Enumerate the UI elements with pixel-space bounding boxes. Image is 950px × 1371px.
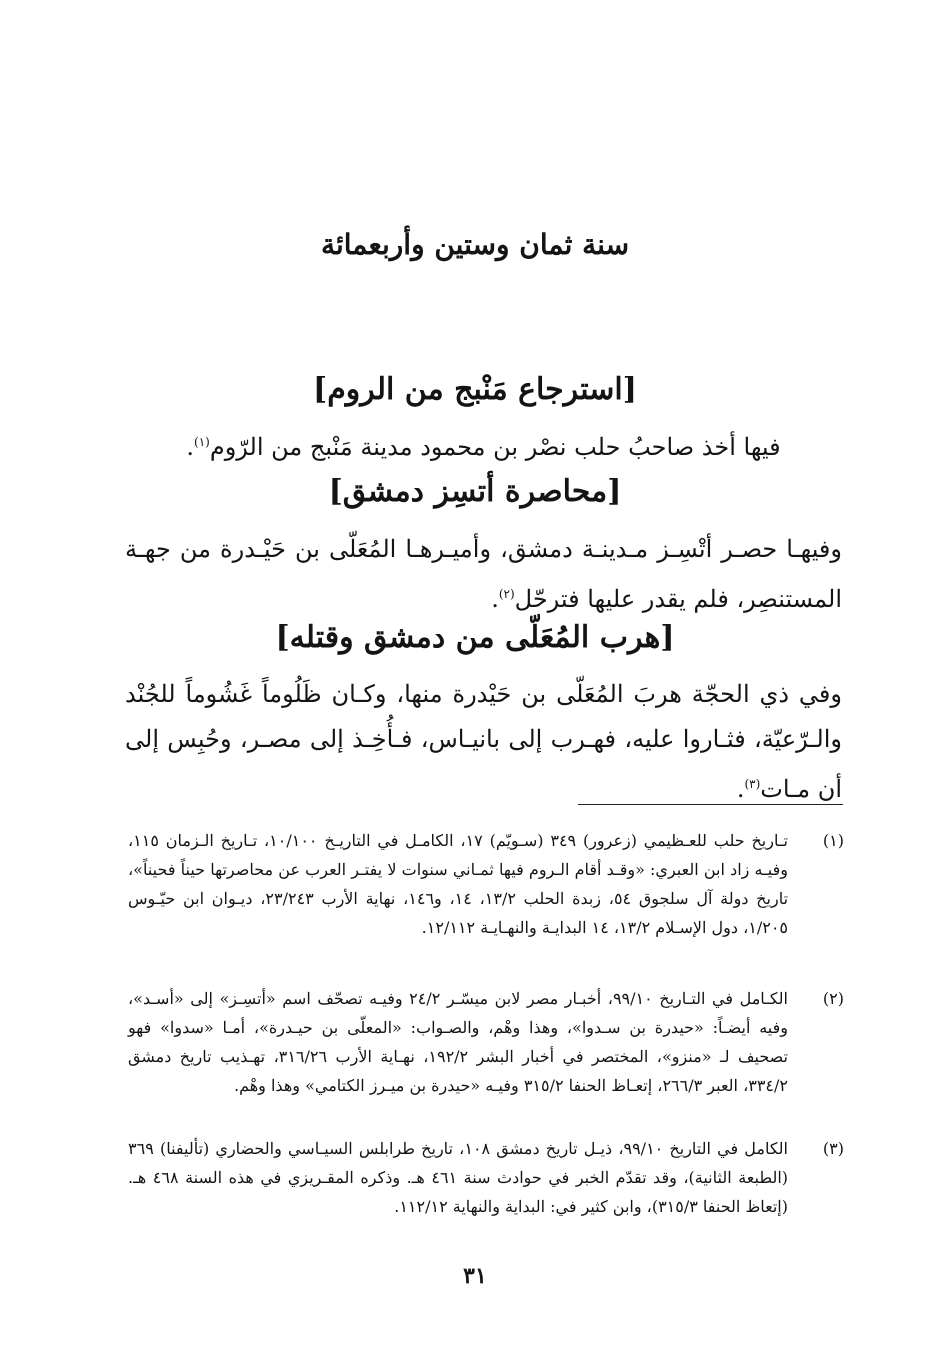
page-number: ٣١ bbox=[463, 1263, 487, 1289]
footnote-2 bbox=[128, 984, 844, 1100]
footnote-ref: (٣) bbox=[744, 777, 761, 791]
sentence-end: . bbox=[491, 585, 499, 613]
footnote-divider bbox=[578, 804, 843, 805]
section-body-manbij bbox=[125, 420, 842, 470]
year-title: سنة ثمان وستين وأربعمائة bbox=[320, 228, 630, 261]
footnote-text: الكامل في التاريخ ٩٩/١٠، ذيـل تاريخ دمشق ١٠٨، تاريخ طرابلس السيـاسي والحضاري (تأليفنا) ٣٦٩ (الطبعة الثانية)، وقد تقدّم الخبر في حوادث سنة ٤٦١ هـ. وذكره المقـريزي في هذه السنة ٤٦٨ هـ. (إتعاظ الحنفا ٣١٥/٣)، وابن كثير في: البداية والنهاية ١١٢/١٢. bbox=[128, 1139, 788, 1216]
footnote-number: (١) bbox=[822, 831, 844, 850]
section-heading-manbij: [استرجاع مَنْبج من الروم] bbox=[313, 372, 637, 407]
section-heading-flight: [هرب المُعَلّى من دمشق وقتله] bbox=[275, 620, 675, 655]
footnote-3 bbox=[128, 1134, 844, 1221]
footnote-1 bbox=[128, 826, 844, 942]
footnote-number: (٢) bbox=[822, 989, 844, 1008]
footnote-text: تـاريخ حلب للعـظيمي (زعرور) ٣٤٩ (سـويّم) ١٧، الكامـل في التاريـخ ١٠/١٠٠، تـاريخ الـزمان ١١٥، وفيـه زاد ابن العبري: «وقـد أقام الـروم فيها ثمـاني سنوات لا يفتـر العرب عن محاصرتها حيناً فحيناً»، تاريخ دولة آل سلجوق ٥٤، زبدة الحلب ١٣/٢، ١٤، و١٤٦، نهاية الأرب ٢٣/٢٤٣، ديـوان ابن حيّـوس ١/٢٠٥، دول الإسـلام ١٣/٢، ١٤ البدايـة والنهـايـة ١٢/١١٢. bbox=[128, 831, 789, 937]
section-text: وفي ذي الحجّة هربَ المُعَلّى بن حَيْدرة منها، وكـان ظَلُوماً غَشُوماً للجُنْد والـرّعيّة، فثـاروا عليه، فهـرب إلى بانيـاس، فـأُخِـذ إلى مصـر، وحُبِس إلى أن مـات bbox=[125, 680, 842, 803]
footnote-number: (٣) bbox=[822, 1139, 844, 1158]
footnote-text: الكـامل في التـاريخ ٩٩/١٠، أخبـار مصر لابن ميسّـر ٢٤/٢ وفيـه تصحّف اسم «أتسِـز» إلى «أسـد»، وفيه أيضـاً: «حيدرة بن سـدوا»، وهذا وهْم، والصـواب: «المعلّى بن حيـدرة»، أمـا «سدوا» فهو تصحيف لـ «منزو»، المختصر في أخبار البشر ١٩٢/٢، نهـاية الأرب ٣١٦/٢٦، تهـذيب تاريخ دمشق ٣٣٤/٢، العبر ٢٦٦/٣، إتعـاظ الحنفا ٣١٥/٢ وفيـه «حيدرة بن ميـرز الكتامي» وهذا وهْم. bbox=[128, 989, 789, 1095]
footnote-ref: (١) bbox=[194, 435, 210, 449]
section-heading-siege: [محاصرة أتسِز دمشق] bbox=[328, 474, 622, 509]
section-text: فيها أخذ صاحبُ حلب نصْر بن محمود مدينة مَنْبج من الرّوم bbox=[209, 433, 781, 461]
section-text: وفيهـا حصـر أتْسِـز مـدينـة دمشق، وأميـرهـا المُعَلّى بن حَيْـدرة من جهـة المستنصِر، فلم يقدر عليها فترحّل bbox=[125, 535, 842, 613]
section-body-flight bbox=[125, 672, 842, 812]
footnote-ref: (٢) bbox=[498, 587, 515, 601]
sentence-end: . bbox=[186, 433, 194, 461]
sentence-end: . bbox=[736, 775, 745, 803]
section-body-siege bbox=[125, 527, 842, 622]
